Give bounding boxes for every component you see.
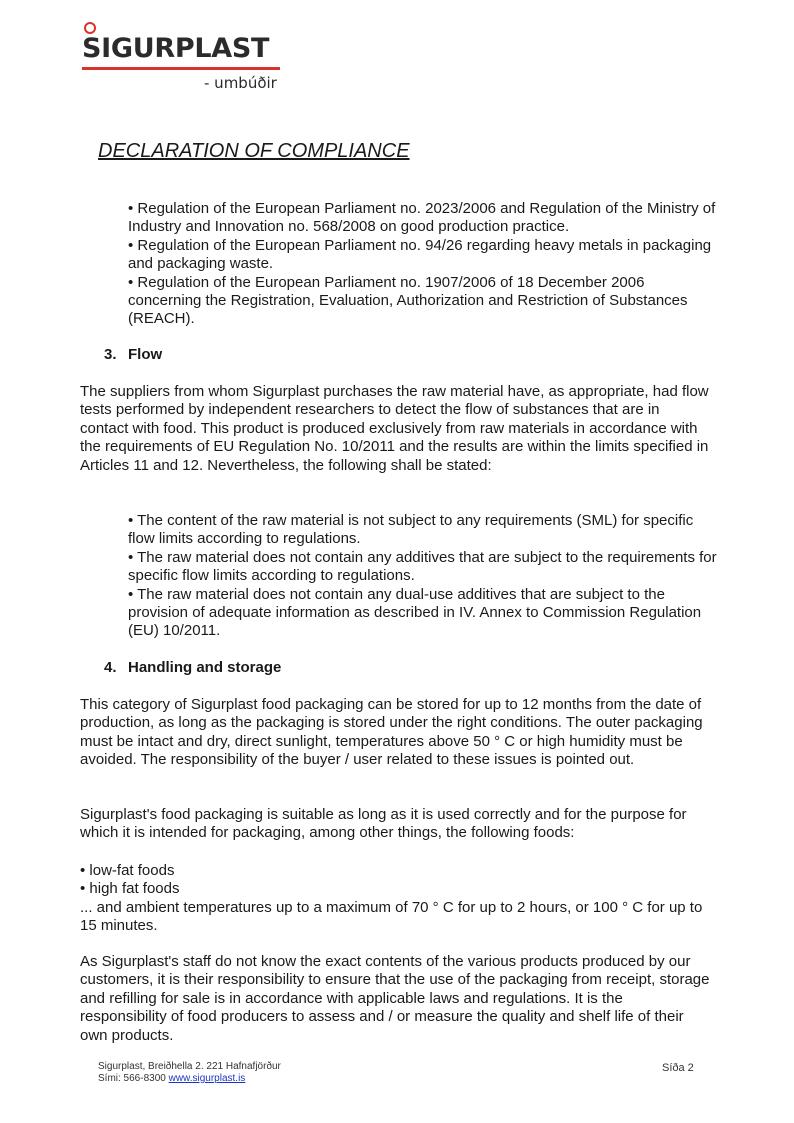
- section-title: Handling and storage: [128, 659, 282, 676]
- flow-bullet-item: • The raw material does not contain any additives that are subject to the requirements for specific flow limits according to regulations.: [128, 548, 717, 585]
- flow-bullet-item: • The content of the raw material is not subject to any requirements (SML) for specific flow limits according to regulations.: [128, 512, 694, 548]
- storage-paragraph: This category of Sigurplast food packaging can be stored for up to 12 months from the date of production, as long as the packaging is stored under the right conditions. The outer packaging must be intact and dry, direct sunlight, temperatures above 50 ° C or high humidity must be avoided. The responsibility of the buyer / user related to these issues is pointed out.: [80, 696, 703, 769]
- company-logo: [82, 22, 282, 112]
- footer-contact: [98, 1073, 281, 1085]
- footer-address: Sigurplast, Breiðhella 2. 221 Hafnafjörður: [98, 1061, 281, 1072]
- footer-phone: Sími: 566-8300: [98, 1073, 166, 1084]
- logo-name: SIGURPLAST: [82, 33, 270, 64]
- page-title: DECLARATION OF COMPLIANCE: [98, 140, 410, 162]
- website-link[interactable]: www.sigurplast.is: [168, 1073, 246, 1084]
- responsibility-paragraph: As Sigurplast's staff do not know the exact contents of the various products produced by our customers, it is their responsibility to ensure that the use of the packaging from receipt, storage and refilling for sale is in accordance with applicable laws and regulations. It is the responsibility of food producers to assess and / or measure the quality and shelf life of their own products.: [80, 953, 710, 1044]
- temperature-note: ... and ambient temperatures up to a maximum of 70 ° C for up to 2 hours, or 100 ° C for up to 15 minutes.: [80, 898, 703, 935]
- section-title: Flow: [128, 346, 163, 363]
- section-number: 3.: [104, 346, 117, 363]
- page-footer: [98, 1061, 281, 1085]
- regulation-item: • Regulation of the European Parliament no. 1907/2006 of 18 December 2006 concerning the Registration, Evaluation, Authorization and Restriction of Substances (REACH).: [128, 273, 688, 328]
- regulations-list: [128, 200, 718, 329]
- regulation-item: • Regulation of the European Parliament no. 2023/2006 and Regulation of the Ministry of Industry and Innovation no. 568/2008 on good production practice.: [128, 200, 716, 236]
- logo-underline: [82, 67, 280, 70]
- section-number: 4.: [104, 659, 117, 676]
- flow-bullet-item: • The raw material does not contain any dual-use additives that are subject to the provision of adequate information as described in IV. Annex to Commission Regulation (EU) 10/2011.: [128, 585, 702, 640]
- regulation-item: • Regulation of the European Parliament no. 94/26 regarding heavy metals in packaging and packaging waste.: [128, 236, 712, 273]
- suitability-paragraph: Sigurplast's food packaging is suitable as long as it is used correctly and for the purpose for which it is intended for packaging, among other things, the following foods:: [80, 806, 687, 842]
- food-list-item: • low-fat foods: [80, 862, 175, 879]
- food-list: [80, 862, 710, 936]
- flow-paragraph: The suppliers from whom Sigurplast purchases the raw material have, as appropriate, had flow tests performed by independent researchers to detect the flow of substances that are in contact with food. This product is produced exclusively from raw materials in accordance with the requirements of EU Regulation No. 10/2011 and the results are within the limits specified in Articles 11 and 12. Nevertheless, the following shall be stated:: [80, 383, 709, 474]
- section-heading-flow: [104, 346, 162, 363]
- logo-subtitle: - umbúðir: [204, 74, 277, 92]
- flow-bullets: [128, 512, 718, 641]
- page-number: Síða 2: [662, 1062, 694, 1074]
- section-heading-handling: [104, 659, 281, 676]
- food-list-item: • high fat foods: [80, 880, 180, 898]
